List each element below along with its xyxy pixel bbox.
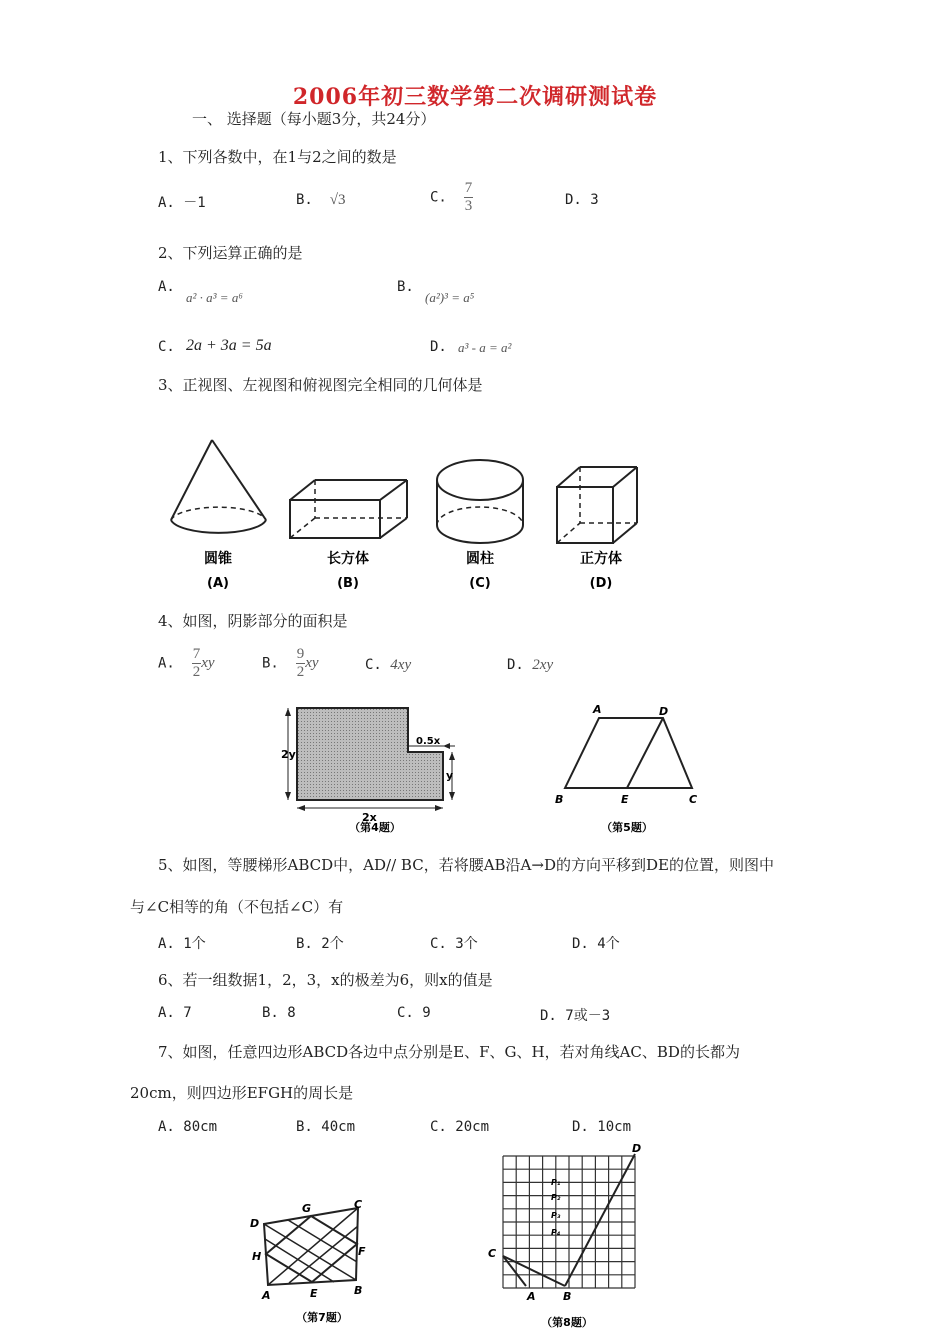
svg-text:P₂: P₂ — [551, 1193, 561, 1202]
cuboid-letter: (B) — [337, 576, 359, 591]
fig4-caption: （第4题） — [349, 821, 401, 834]
q7-option-c: C. 20cm — [430, 1119, 490, 1135]
cube-shape — [557, 467, 637, 543]
cuboid-label: 长方体 — [327, 551, 369, 567]
fig5-trapezoid — [545, 700, 715, 840]
q7-option-b: B. 40cm — [296, 1119, 356, 1135]
svg-text:A: A — [262, 1289, 271, 1302]
fig7-quadrilateral — [240, 1190, 380, 1335]
svg-text:P₃: P₃ — [551, 1211, 561, 1220]
q1-option-c: C. $\frac{7}{3}$ — [430, 180, 473, 214]
fig7-caption: （第7题） — [296, 1311, 348, 1324]
fig8-grid — [485, 1140, 655, 1340]
fig4-width-label: 2x — [362, 811, 377, 824]
q2-option-d-label: D. — [430, 339, 447, 355]
cube-letter: (D) — [589, 576, 613, 591]
fig4-notch-width-label: 0.5x — [416, 736, 441, 747]
svg-text:C: C — [488, 1247, 497, 1260]
svg-text:A: A — [527, 1290, 536, 1303]
q7-stem-line1: 7、如图，任意四边形ABCD各边中点分别是E、F、G、H，若对角线AC、BD的长都为 — [158, 1043, 740, 1061]
cone-label: 圆锥 — [204, 551, 232, 567]
svg-text:E: E — [621, 793, 629, 806]
q5-option-d: D. 4个 — [572, 936, 620, 952]
q7-option-a: A. 80cm — [158, 1119, 218, 1135]
cone-shape — [171, 440, 266, 533]
section-heading: 一、 选择题（每小题3分，共24分） — [192, 110, 436, 128]
q5-option-a: A. 1个 — [158, 936, 206, 952]
fig4-height-label: 2y — [281, 748, 296, 761]
cylinder-letter: (C) — [469, 576, 491, 591]
svg-text:C: C — [354, 1198, 363, 1211]
svg-text:E: E — [310, 1287, 318, 1300]
q4-option-d: D. 2xy — [507, 657, 554, 673]
q6-option-b: B. 8 — [262, 1005, 296, 1021]
fig4-shaded-area — [280, 700, 470, 840]
q5-option-b: B. 2个 — [296, 936, 344, 952]
q7-option-d: D. 10cm — [572, 1119, 632, 1135]
svg-text:B: B — [354, 1284, 363, 1297]
fig8-caption: （第8题） — [541, 1316, 593, 1329]
q2-option-a-label: A. — [158, 279, 175, 295]
svg-text:D: D — [659, 705, 669, 718]
page-title: 2006年初三数学第二次调研测试卷 — [292, 84, 658, 110]
q1-option-d: D. 3 — [565, 192, 599, 208]
svg-text:B: B — [555, 793, 564, 806]
q2-option-c-label: C. — [158, 339, 175, 355]
q3-solids-figure — [160, 425, 660, 595]
q6-option-a: A. 7 — [158, 1005, 192, 1021]
q2-option-d: a³ - a = a² — [458, 340, 512, 355]
q6-option-c: C. 9 — [397, 1005, 431, 1021]
q2-option-c: 2a + 3a = 5a — [186, 337, 272, 354]
q6-stem: 6、若一组数据1，2，3，x的极差为6，则x的值是 — [158, 971, 493, 989]
q1-option-b: B. √3 — [296, 192, 346, 208]
q2-option-b: (a²)³ = a⁵ — [425, 290, 475, 305]
cone-letter: (A) — [207, 576, 229, 591]
q4-option-b: B. $\frac{9}{2}$ xy — [262, 646, 319, 680]
q5-stem-line2: 与∠C相等的角（不包括∠C）有 — [130, 898, 344, 916]
q3-stem: 3、正视图、左视图和俯视图完全相同的几何体是 — [158, 376, 483, 394]
q7-stem-line2: 20cm，则四边形EFGH的周长是 — [130, 1084, 354, 1102]
fig5-caption: （第5题） — [601, 821, 653, 834]
q1-option-a: A. －1 — [158, 195, 206, 211]
q2-stem: 2、下列运算正确的是 — [158, 244, 303, 262]
svg-text:A: A — [593, 703, 602, 716]
q4-option-c: C. 4xy — [365, 657, 412, 673]
q1-stem: 1、下列各数中，在1与2之间的数是 — [158, 148, 397, 166]
q5-option-c: C. 3个 — [430, 936, 478, 952]
svg-text:F: F — [358, 1245, 366, 1258]
svg-text:H: H — [252, 1250, 262, 1263]
svg-text:D: D — [632, 1142, 642, 1155]
svg-text:D: D — [250, 1217, 260, 1230]
svg-text:P₄: P₄ — [551, 1228, 561, 1237]
cylinder-label: 圆柱 — [466, 551, 494, 567]
fig4-notch-height-label: y — [446, 769, 454, 782]
cylinder-shape — [437, 460, 523, 543]
q2-option-a: a² · a³ = a⁶ — [186, 290, 243, 305]
q2-option-b-label: B. — [397, 279, 414, 295]
svg-text:B: B — [563, 1290, 572, 1303]
svg-text:P₁: P₁ — [551, 1178, 561, 1187]
q4-stem: 4、如图，阴影部分的面积是 — [158, 612, 348, 630]
q5-stem-line1: 5、如图，等腰梯形ABCD中，AD// BC，若将腰AB沿A→D的方向平移到DE的位置，则图中 — [158, 856, 774, 874]
svg-text:G: G — [302, 1202, 312, 1215]
cuboid-shape — [290, 480, 407, 538]
cube-label: 正方体 — [580, 551, 622, 567]
q4-option-a: A. $\frac{7}{2}$ xy — [158, 646, 215, 680]
q6-option-d: D. 7或－3 — [540, 1008, 611, 1024]
svg-text:C: C — [689, 793, 698, 806]
